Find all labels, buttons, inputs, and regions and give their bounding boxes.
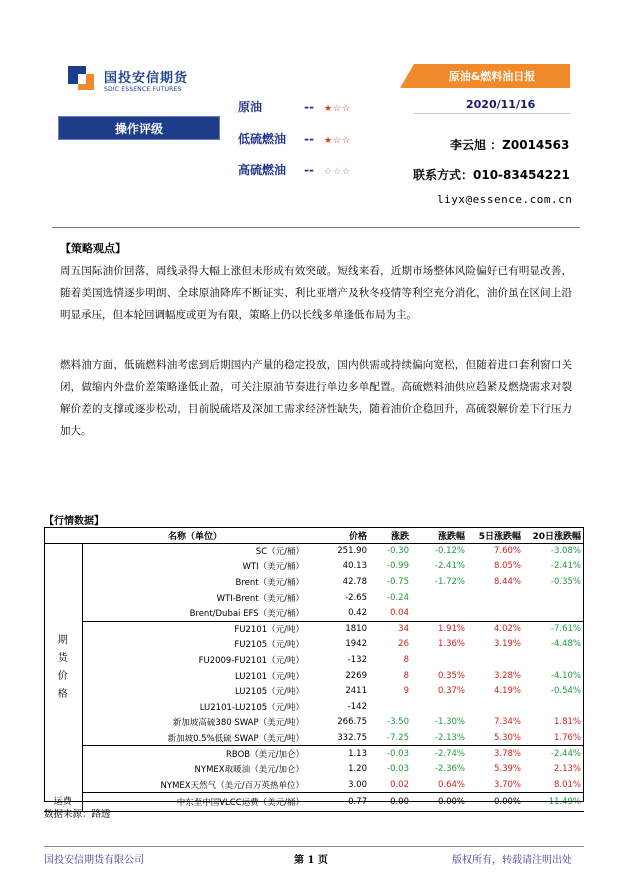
row-change: -0.99	[387, 561, 409, 572]
row-change: 0.04	[370, 605, 412, 621]
company-logo	[68, 64, 208, 100]
analyst-email[interactable]: liyx@essence.com.cn	[437, 193, 573, 206]
row-name: SC（元/桶）	[255, 547, 304, 558]
rating-item-name: 原油	[238, 100, 263, 114]
row-pct: 0.00%	[412, 793, 468, 812]
row-change	[370, 699, 412, 715]
row-pct: 0.64%	[412, 777, 468, 793]
row-price: -132	[347, 655, 367, 666]
row-price: 266.75	[337, 717, 367, 728]
table-row	[44, 699, 584, 715]
row-5d: 4.19%	[493, 686, 521, 697]
row-5d: 3.28%	[493, 670, 521, 681]
row-pct	[412, 605, 468, 621]
row-price: 332.75	[308, 730, 370, 746]
row-change: -0.03	[387, 748, 409, 759]
row-name: 中东至中国VLCC运费（美元/桶）	[82, 793, 308, 812]
row-20d	[524, 699, 584, 715]
row-5d	[468, 699, 524, 715]
row-5d: 4.02%	[493, 624, 521, 635]
table-row	[44, 652, 584, 668]
table-row	[44, 715, 584, 731]
row-pct: -0.12%	[434, 546, 465, 557]
row-pct	[412, 699, 468, 715]
table-row	[44, 793, 584, 812]
category-futures: 期 货 价 格	[44, 543, 82, 793]
rating-item-dash: --	[304, 100, 314, 114]
row-pct: 1.36%	[437, 639, 465, 650]
rating-stars-icon: ★☆☆	[324, 104, 352, 114]
table-row	[44, 559, 584, 575]
strategy-paragraph-crude: 周五国际油价回落，周线录得大幅上涨但未形成有效突破。短线来看，近期市场整体风险偏好已有明显改善，随着美国选情逐步明朗、全球原油降库不断证实、利比亚增产及秋冬疫情等利空充分消化，油价虽在区间上沿明显承压，但本轮回调幅度或更为有限，策略上仍以长线多单逢低布局为主。	[60, 265, 572, 321]
row-20d: -7.61%	[550, 624, 581, 635]
row-change: 8	[403, 670, 409, 681]
row-change: -0.75	[387, 577, 409, 588]
row-name: Brent（美元/桶）	[235, 578, 304, 589]
rating-item-crude	[238, 98, 351, 115]
row-change: -3.50	[387, 717, 409, 728]
row-20d	[524, 605, 584, 621]
table-header-row	[44, 528, 584, 544]
rating-label: 操作评级	[58, 116, 220, 140]
company-name-en: SDIC ESSENCE FUTURES	[104, 86, 182, 93]
footer-page-number: 第 1 页	[294, 855, 328, 866]
strategy-paragraph-fuel: 燃料油方面，低硫燃料油考虑到后期国内产量的稳定投放，国内供需或持续偏向宽松，但随着进口套利窗口关闭，做缩内外盘价差策略逢低止盈，可关注原油节奏进行单边多单配置。高硫燃料油供应趋紧及燃烧需求对裂解价差的支撑或逐步松动，目前脱硫塔及深加工需求经济性缺失，随着油价企稳回升，高硫裂解价差下行压力加大。	[60, 359, 572, 437]
row-pct: -1.30%	[434, 717, 465, 728]
row-pct: 1.91%	[437, 624, 465, 635]
row-name: NYMEX取暖油（美元/加仑）	[194, 765, 304, 776]
header-change: 涨跌	[370, 528, 412, 544]
row-price: 2269	[345, 670, 367, 681]
row-pct: -2.13%	[412, 730, 468, 746]
row-change: -0.24	[387, 592, 409, 603]
market-data-table	[44, 527, 584, 812]
row-name: WTI（美元/桶）	[242, 562, 304, 573]
header-name: 名称（单位）	[82, 528, 308, 544]
row-20d	[524, 590, 584, 606]
row-change: 9	[403, 686, 409, 697]
row-name: LU2101（元/吨）	[234, 671, 304, 682]
table-row	[44, 730, 584, 746]
row-20d: -0.35%	[550, 577, 581, 588]
row-20d: 1.81%	[553, 717, 581, 728]
row-price: 1942	[345, 639, 367, 650]
row-5d: 5.39%	[493, 764, 521, 775]
row-20d: -2.41%	[550, 561, 581, 572]
row-5d: 3.19%	[493, 639, 521, 650]
row-5d: 8.44%	[493, 577, 521, 588]
row-change: 0.02	[370, 777, 412, 793]
row-20d: -4.48%	[550, 639, 581, 650]
company-name-cn: 国投安信期货	[104, 71, 189, 86]
footer-divider	[44, 846, 584, 847]
row-5d	[468, 605, 524, 621]
header-divider	[52, 227, 580, 228]
row-change: 0.00	[370, 793, 412, 812]
row-change: 34	[398, 624, 409, 635]
table-row	[44, 543, 584, 559]
row-price: -142	[347, 701, 367, 712]
row-5d: 3.70%	[468, 777, 524, 793]
footer-company: 国投安信期货有限公司	[44, 855, 144, 866]
row-price: 0.42	[308, 605, 370, 621]
analyst-contact: 联系方式：010-83454221	[413, 168, 570, 182]
strategy-title: 【策略观点】	[60, 242, 126, 255]
row-name: RBOB（美元/加仑）	[226, 749, 304, 760]
row-5d	[468, 652, 524, 668]
row-pct: -1.72%	[434, 577, 465, 588]
rating-stars-icon: ☆☆☆	[324, 167, 352, 177]
row-price: 1.20	[348, 764, 367, 775]
row-20d: -2.44%	[550, 748, 581, 759]
row-name: Brent/Dubai EFS（美元/桶）	[82, 605, 308, 621]
report-title-badge: 原油&燃料油日报	[414, 64, 570, 88]
row-change: 26	[398, 639, 409, 650]
header-5d: 5日涨跌幅	[468, 528, 524, 544]
header-category	[44, 528, 82, 544]
row-change: -7.25	[370, 730, 412, 746]
row-5d: 7.60%	[493, 546, 521, 557]
header-20d: 20日涨跌幅	[524, 528, 584, 544]
table-row	[44, 777, 584, 793]
row-price: 1810	[345, 624, 367, 635]
row-name: LU2101-LU2105（元/吨）	[199, 702, 304, 713]
row-price: 42.78	[342, 577, 367, 588]
sdic-logo-icon	[68, 64, 100, 96]
row-name: 新加坡高硫380 SWAP（美元/吨）	[172, 718, 304, 729]
table-row	[44, 683, 584, 699]
row-5d: 3.78%	[493, 748, 521, 759]
row-pct	[412, 652, 468, 668]
row-price: 40.13	[342, 561, 367, 572]
header-price: 价格	[308, 528, 370, 544]
analyst-name: 李云旭 ：Z0014563	[450, 138, 570, 152]
row-price: 3.00	[308, 777, 370, 793]
row-pct: -2.74%	[434, 748, 465, 759]
row-name: FU2009-FU2101（元/吨）	[198, 656, 304, 667]
row-5d	[468, 590, 524, 606]
row-pct: -2.36%	[434, 764, 465, 775]
table-row	[44, 637, 584, 653]
rating-item-dash: --	[304, 132, 314, 146]
date-divider	[414, 113, 570, 114]
row-20d: -11.49%	[524, 793, 584, 812]
row-price: 251.90	[337, 546, 367, 557]
row-5d: 7.34%	[493, 717, 521, 728]
rating-item-name: 高硫燃油	[238, 163, 287, 177]
rating-item-high-sulfur	[238, 161, 351, 178]
row-20d: -4.10%	[550, 670, 581, 681]
row-20d: 1.76%	[524, 730, 584, 746]
row-pct: -2.41%	[434, 561, 465, 572]
table-row	[44, 590, 584, 606]
row-5d: 5.30%	[468, 730, 524, 746]
table-row	[44, 746, 584, 762]
row-change: 8	[403, 655, 409, 666]
footer-copyright: 版权所有，转载请注明出处	[452, 855, 572, 866]
row-change: -0.03	[387, 764, 409, 775]
row-20d: 2.13%	[553, 764, 581, 775]
row-name: FU2105（元/吨）	[234, 640, 304, 651]
market-data-title: 【行情数据】	[44, 516, 104, 527]
row-pct: 0.37%	[437, 686, 465, 697]
table-row	[44, 668, 584, 684]
row-5d: 0.00%	[468, 793, 524, 812]
row-price: 2411	[345, 686, 367, 697]
table-row	[44, 605, 584, 621]
row-price: 1.13	[348, 748, 367, 759]
rating-item-name: 低硫燃油	[238, 132, 287, 146]
row-name: FU2101（元/吨）	[234, 625, 304, 636]
row-price: -2.65	[345, 592, 367, 603]
row-5d: 8.05%	[493, 561, 521, 572]
table-row	[44, 761, 584, 777]
row-change: -0.30	[387, 546, 409, 557]
category-freight: 运费	[44, 793, 82, 812]
rating-stars-icon: ★☆☆	[324, 136, 352, 146]
row-pct: 0.35%	[437, 670, 465, 681]
row-20d: -0.54%	[550, 686, 581, 697]
header-pct: 涨跌幅	[412, 528, 468, 544]
report-date: 2020/11/16	[466, 98, 536, 111]
rating-item-low-sulfur	[238, 130, 351, 147]
row-20d	[524, 652, 584, 668]
table-row	[44, 574, 584, 590]
table-row	[44, 621, 584, 637]
row-20d: 8.01%	[524, 777, 584, 793]
row-pct	[412, 590, 468, 606]
row-name: 新加坡0.5%低硫 SWAP（美元/吨）	[82, 730, 308, 746]
row-name: LU2105（元/吨）	[234, 687, 304, 698]
row-20d: -3.08%	[550, 546, 581, 557]
data-source: 数据来源：路透	[44, 809, 111, 820]
row-price: 0.77	[308, 793, 370, 812]
rating-item-dash: --	[304, 163, 314, 177]
row-name: NYMEX天然气（美元/百万英热单位）	[82, 777, 308, 793]
row-name: WTI-Brent（美元/桶）	[216, 593, 304, 604]
